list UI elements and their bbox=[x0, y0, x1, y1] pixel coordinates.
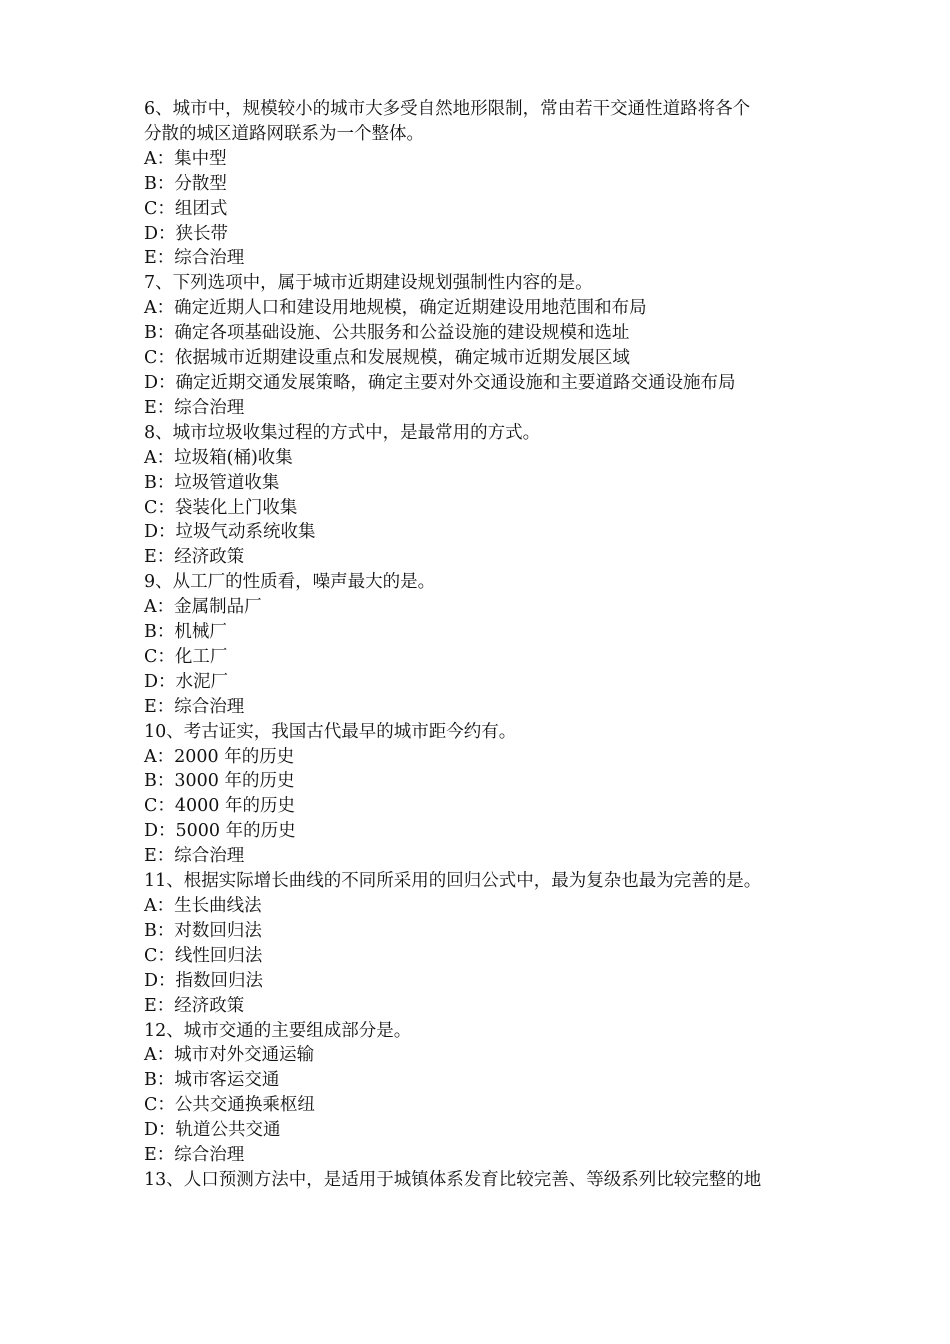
question-stem: 6、城市中，规模较小的城市大多受自然地形限制，常由若干交通性道路将各个 bbox=[144, 99, 751, 119]
option-d: D：水泥厂 bbox=[144, 671, 229, 692]
question-stem: 12、城市交通的主要组成部分是。 bbox=[144, 1020, 412, 1041]
question-stem: 9、从工厂的性质看，噪声最大的是。 bbox=[144, 572, 436, 593]
question-11 bbox=[144, 869, 814, 1018]
option-c: C：4000 年的历史 bbox=[144, 796, 295, 817]
option-a: A：生长曲线法 bbox=[144, 896, 262, 916]
question-6 bbox=[144, 97, 814, 271]
option-e: E：综合治理 bbox=[144, 846, 245, 867]
question-stem: 13、人口预测方法中，是适用于城镇体系发育比较完善、等级系列比较完整的地 bbox=[144, 1169, 762, 1190]
option-e: E：综合治理 bbox=[144, 1145, 245, 1166]
option-c: C：线性回归法 bbox=[144, 945, 263, 966]
option-c: C：化工厂 bbox=[144, 646, 228, 667]
question-stem: 7、下列选项中，属于城市近期建设规划强制性内容的是。 bbox=[144, 273, 593, 294]
option-d: D：指数回归法 bbox=[144, 970, 264, 991]
document-page bbox=[144, 97, 814, 1193]
option-c: C：依据城市近期建设重点和发展规模，确定城市近期发展区域 bbox=[144, 348, 630, 369]
option-d: D：轨道公共交通 bbox=[144, 1120, 281, 1141]
option-b: B：分散型 bbox=[144, 173, 227, 194]
question-10 bbox=[144, 720, 814, 869]
option-e: E：经济政策 bbox=[144, 995, 245, 1016]
option-b: B：3000 年的历史 bbox=[144, 771, 295, 792]
option-a: A：城市对外交通运输 bbox=[144, 1045, 315, 1066]
question-9 bbox=[144, 570, 814, 719]
option-c: C：组团式 bbox=[144, 198, 228, 219]
option-b: B：城市客运交通 bbox=[144, 1070, 280, 1091]
option-e: E：综合治理 bbox=[144, 248, 245, 269]
option-e: E：综合治理 bbox=[144, 397, 245, 418]
option-a: A：垃圾箱(桶)收集 bbox=[144, 447, 293, 468]
question-stem: 分散的城区道路网联系为一个整体。 bbox=[144, 123, 424, 144]
option-a: A：确定近期人口和建设用地规模，确定近期建设用地范围和布局 bbox=[144, 298, 647, 319]
option-d: D：垃圾气动系统收集 bbox=[144, 522, 316, 543]
question-12 bbox=[144, 1019, 814, 1168]
question-stem: 11、根据实际增长曲线的不同所采用的回归公式中，最为复杂也最为完善的是。 bbox=[144, 871, 762, 892]
option-b: B：垃圾管道收集 bbox=[144, 472, 280, 493]
option-d: D：确定近期交通发展策略，确定主要对外交通设施和主要道路交通设施布局 bbox=[144, 372, 736, 393]
question-13 bbox=[144, 1168, 814, 1193]
option-e: E：综合治理 bbox=[144, 696, 245, 717]
option-b: B：确定各项基础设施、公共服务和公益设施的建设规模和选址 bbox=[144, 323, 630, 344]
question-stem: 8、城市垃圾收集过程的方式中，是最常用的方式。 bbox=[144, 422, 541, 443]
question-8 bbox=[144, 421, 814, 570]
option-c: C：袋装化上门收集 bbox=[144, 497, 298, 518]
option-a: A：金属制品厂 bbox=[144, 597, 262, 618]
option-b: B：机械厂 bbox=[144, 622, 227, 643]
question-stem: 10、考古证实，我国古代最早的城市距今约有。 bbox=[144, 721, 517, 742]
option-e: E：经济政策 bbox=[144, 547, 245, 568]
option-a: A：集中型 bbox=[144, 148, 227, 169]
option-a: A：2000 年的历史 bbox=[144, 746, 295, 767]
option-d: D：5000 年的历史 bbox=[144, 821, 296, 842]
option-b: B：对数回归法 bbox=[144, 920, 262, 941]
option-d: D：狭长带 bbox=[144, 223, 229, 244]
option-c: C：公共交通换乘枢纽 bbox=[144, 1095, 315, 1116]
question-7 bbox=[144, 271, 814, 420]
